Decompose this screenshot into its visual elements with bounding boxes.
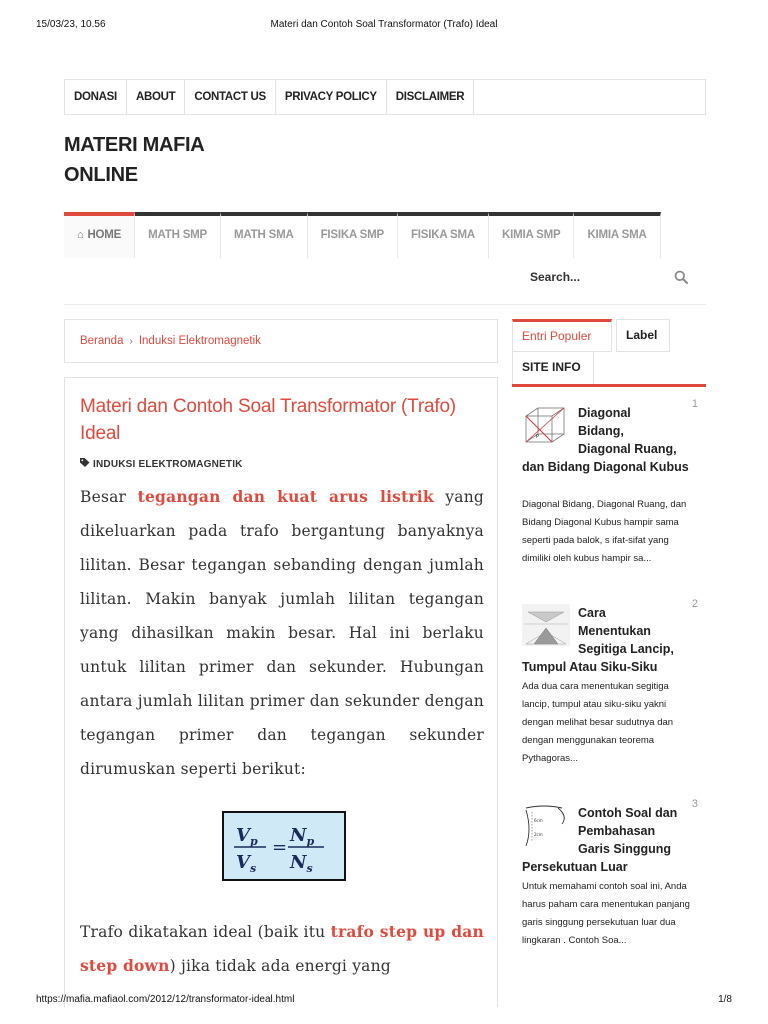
topnav-contact-us[interactable]: CONTACT US (185, 80, 276, 114)
search-input[interactable] (512, 262, 662, 292)
nav-tab-home-label: HOME (87, 229, 122, 241)
sidebar-tab-underline (512, 384, 706, 387)
popular-post-item[interactable] (512, 396, 706, 592)
tab-site-info[interactable]: SITE INFO (512, 352, 594, 385)
post-paragraph-2 (80, 915, 484, 983)
site-title[interactable] (64, 130, 264, 190)
top-navigation (64, 79, 706, 115)
print-header (0, 0, 768, 40)
search-icon[interactable] (674, 270, 688, 284)
topnav-donasi[interactable]: DONASI (65, 80, 127, 114)
paragraph-text: Trafo dikatakan ideal (baik itu (80, 923, 331, 941)
breadcrumb (64, 319, 498, 363)
popular-post-rank: 2 (691, 598, 698, 610)
chevron-right-icon: › (129, 336, 133, 347)
svg-text:6cm: 6cm (534, 818, 543, 823)
popular-post-item[interactable] (512, 796, 706, 976)
header-divider (64, 304, 706, 305)
link-trafo-step-up-down[interactable]: trafo step up dan step down (80, 922, 485, 975)
site-title-line2: ONLINE (64, 164, 138, 186)
topnav-about[interactable]: ABOUT (127, 80, 185, 114)
post-label[interactable] (80, 458, 243, 470)
topnav-privacy-policy[interactable]: PRIVACY POLICY (276, 80, 387, 114)
popular-post-snippet: Diagonal Bidang, Diagonal Ruang, dan Bidang Diagonal Kubus hampir sama seperti pada balok, s ifat-sifat yang dimiliki oleh kubus hampir sa... (522, 499, 687, 564)
nav-tab-fisika-smp[interactable]: FISIKA SMP (308, 212, 398, 258)
tag-icon (80, 458, 90, 470)
print-footer (0, 994, 768, 1014)
print-doc-title: Materi dan Contoh Soal Transformator (Trafo) Ideal (270, 19, 498, 30)
nav-tab-kimia-smp[interactable]: KIMIA SMP (489, 212, 574, 258)
popular-post-rank: 3 (691, 798, 698, 810)
svg-text:Vp: $V_p$ (236, 825, 258, 848)
print-url: https://mafia.mafiaol.com/2012/12/transformator-ideal.html (36, 994, 295, 1005)
print-page-number: 1/8 (718, 994, 732, 1005)
post-paragraph-1 (80, 480, 484, 786)
svg-text:Vs: $V_s$ (236, 852, 257, 875)
nav-tab-kimia-sma[interactable]: KIMIA SMA (574, 212, 660, 258)
main-navigation (64, 212, 670, 258)
search-bar (512, 262, 706, 294)
topnav-disclaimer[interactable]: DISCLAIMER (387, 80, 475, 114)
nav-tab-home[interactable] (64, 212, 135, 258)
svg-text:Np: $N_p$ (290, 825, 315, 848)
popular-post-item[interactable] (512, 596, 706, 796)
paragraph-text: ) jika tidak ada energi yang (169, 957, 391, 975)
popular-post-title[interactable]: Cara Menentukan Segitiga Lancip, Tumpul Atau Siku-Siku (522, 606, 674, 674)
breadcrumb-home-link[interactable]: Beranda (80, 335, 124, 347)
popular-post-snippet: Ada dua cara menentukan segitiga lancip, tumpul atau siku-siku yakni dengan melihat besar sudutnya dan dengan menggunakan teorema Pythagoras... (522, 681, 674, 764)
svg-text:P: P (536, 434, 540, 440)
paragraph-text: Besar (80, 488, 138, 506)
tab-entri-populer[interactable]: Entri Populer (512, 319, 612, 352)
link-tegangan-kuat-arus[interactable]: tegangan dan kuat arus listrik (137, 487, 434, 506)
svg-text:Ns: $N_s$ (290, 852, 313, 875)
post-label-text: INDUKSI ELEKTROMAGNETIK (93, 459, 243, 470)
transformer-formula-image (222, 811, 346, 881)
nav-tab-fisika-sma[interactable]: FISIKA SMA (398, 212, 489, 258)
popular-post-snippet: Untuk memahami contoh soal ini, Anda harus paham cara menentukan panjang garis singgung persekutuan luar dua lingkaran . Contoh Soa... (522, 881, 690, 946)
site-title-line1: MATERI MAFIA (64, 134, 205, 156)
popular-post-title[interactable]: Contoh Soal dan Pembahasan Garis Singgung Persekutuan Luar (522, 806, 678, 874)
post-article (64, 377, 498, 1007)
nav-tab-math-smp[interactable]: MATH SMP (135, 212, 221, 258)
paragraph-text: yang dikeluarkan pada trafo bergantung banyaknya lilitan. Besar tegangan sebanding dengan jumlah lilitan. Makin banyak jumlah lilitan tegangan yang dihasilkan makin besar. Hal ini berlaku untuk lilitan primer dan sekunder. Hubungan antara jumlah lilitan primer dan sekunder dengan tegangan primer dan tegangan sekunder dirumuskan seperti berikut: (80, 488, 484, 778)
popular-post-title[interactable]: Diagonal Bidang, Diagonal Ruang, dan Bidang Diagonal Kubus (522, 406, 689, 474)
svg-text:2cm: 2cm (534, 832, 543, 837)
tab-label[interactable]: Label (616, 319, 670, 352)
print-datetime: 15/03/23, 10.56 (36, 19, 106, 30)
breadcrumb-category-link[interactable]: Induksi Elektromagnetik (138, 335, 261, 347)
home-icon: ⌂ (77, 229, 84, 241)
nav-tab-math-sma[interactable]: MATH SMA (221, 212, 308, 258)
popular-post-rank: 1 (691, 398, 698, 410)
post-title: Materi dan Contoh Soal Transformator (Trafo) Ideal (80, 396, 456, 444)
svg-text:=: = (272, 837, 288, 858)
